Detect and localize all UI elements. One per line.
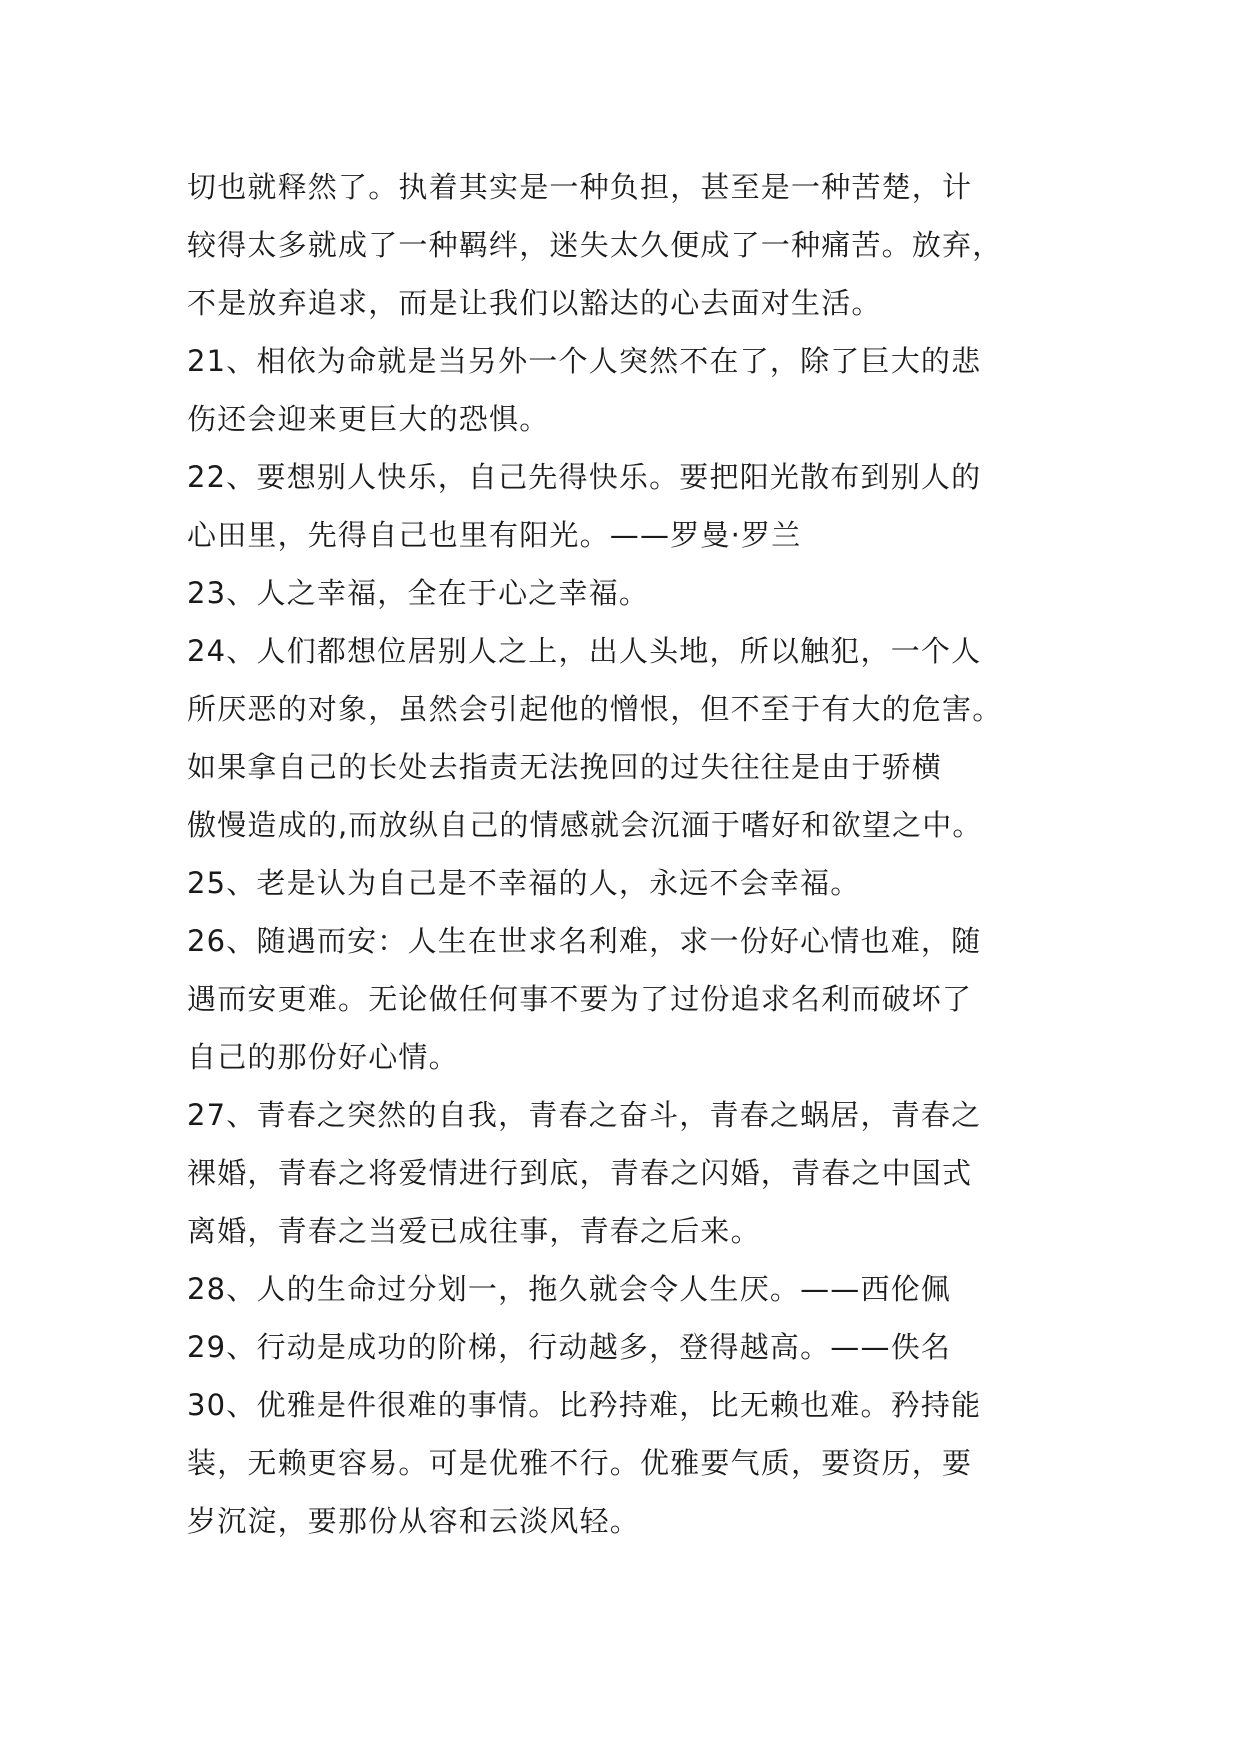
text-line: 如果拿自己的长处去指责无法挽回的过失往往是由于骄横 <box>187 750 943 784</box>
text-line: 23、人之幸福，全在于心之幸福。 <box>187 576 650 610</box>
text-line: 不是放弃追求，而是让我们以豁达的心去面对生活。 <box>187 286 882 320</box>
document-body <box>187 158 1063 1550</box>
text-line: 心田里，先得自己也里有阳光。——罗曼·罗兰 <box>187 518 802 552</box>
text-line: 较得太多就成了一种羁绊，迷失太久便成了一种痛苦。放弃， <box>187 228 1003 262</box>
text-line: 28、人的生命过分划一，拖久就会令人生厌。——西伦佩 <box>187 1272 952 1306</box>
text-line: 29、行动是成功的阶梯，行动越多，登得越高。——佚名 <box>187 1330 952 1364</box>
text-line: 22、要想别人快乐，自己先得快乐。要把阳光散布到别人的 <box>187 460 982 494</box>
text-line: 21、相依为命就是当另外一个人突然不在了，除了巨大的悲 <box>187 344 982 378</box>
text-line: 伤还会迎来更巨大的恐惧。 <box>187 402 550 436</box>
text-line: 30、优雅是件很难的事情。比矜持难，比无赖也难。矜持能 <box>187 1388 982 1422</box>
text-line: 26、随遇而安：人生在世求名利难，求一份好心情也难，随 <box>187 924 982 958</box>
text-line: 岁沉淀，要那份从容和云淡风轻。 <box>187 1504 641 1538</box>
text-line: 自己的那份好心情。 <box>187 1040 459 1074</box>
text-line: 24、人们都想位居别人之上，出人头地，所以触犯，一个人 <box>187 634 982 668</box>
text-line: 裸婚，青春之将爱情进行到底，青春之闪婚，青春之中国式 <box>187 1156 973 1190</box>
text-line: 装，无赖更容易。可是优雅不行。优雅要气质，要资历，要 <box>187 1446 973 1480</box>
text-line: 离婚，青春之当爱已成往事，青春之后来。 <box>187 1214 761 1248</box>
text-line: 遇而安更难。无论做任何事不要为了过份追求名利而破坏了 <box>187 982 973 1016</box>
text-line: 切也就释然了。执着其实是一种负担，甚至是一种苦楚，计 <box>187 170 973 204</box>
text-line: 傲慢造成的,而放纵自己的情感就会沉湎于嗜好和欲望之中。 <box>187 808 983 842</box>
text-line: 所厌恶的对象，虽然会引起他的憎恨，但不至于有大的危害。 <box>187 692 1003 726</box>
text-line: 27、青春之突然的自我，青春之奋斗，青春之蜗居，青春之 <box>187 1098 982 1132</box>
text-line: 25、老是认为自己是不幸福的人，永远不会幸福。 <box>187 866 861 900</box>
